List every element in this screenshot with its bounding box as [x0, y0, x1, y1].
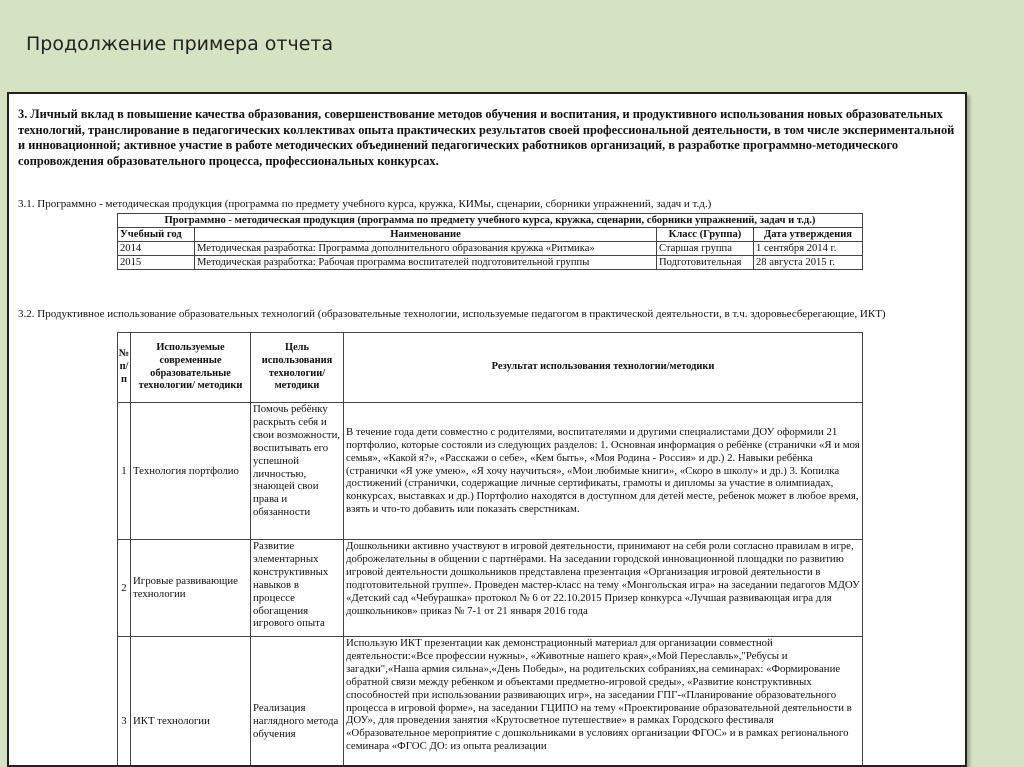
cell-year: 2015: [118, 256, 195, 270]
table-row: [118, 256, 863, 270]
column-header-number: № п/п: [118, 333, 131, 403]
cell-group: Старшая группа: [657, 242, 754, 256]
cell-result: В течение года дети совместно с родителями, воспитателями и другими специалистами ДОУ оформили 21 портфолио, которые состояли из следующих разделов: 1. Основная информация о ребёнке (странички «Я и моя семья», «Какой я?», «Расскажи о себе», «Кем быть», «Моя Родина - Россия» и др.) 2. Навыки ребёнка (странички «Я уже умею», «Я хочу научиться», «Мои любимые книги», «Скоро в школу» и др.) 3. Копилка достижений (странички, содержащие личные сертификаты, грамоты и дипломы за участие в олимпиадах, конкурсах, выставках и др.) Портфолио находятся в доступном для детей месте, ребенок может в любое время, взять и что-то добавить или показать сверстникам.: [344, 403, 863, 540]
table-caption: Программно - методическая продукция (программа по предмету учебного курса, кружка, сценарии, сборники упражнений, задач и т.д.): [118, 214, 863, 228]
methodical-products-table: [117, 213, 863, 270]
column-header-technology: Используемые современные образовательные технологии/ методики: [131, 333, 251, 403]
cell-technology: Технология портфолио: [131, 403, 251, 540]
cell-number: 1: [118, 403, 131, 540]
table-row: [118, 242, 863, 256]
cell-result: Использую ИКТ презентации как демонстрационный материал для организации совместной деятельности:«Все профессии нужны», «Животные нашего края»,«Мой Переславль»,"Ребусы и загадки",«Наша армия сильна»,«День Победы», на родительских собраниях,на семинарах: «Формирование обратной связи между ребенком и объектами предметно-игровой среды», «Развитие конструктивных способностей при использовании развивающих игр», на заседании ГПГ-«Планирование образовательного процесса в игровой форме», на заседании ГЦИПО на тему «Проектирование образовательной деятельности в ДОУ», для проведения занятия «Крутосветное путешествие» в рамках Городского фестиваля «Образовательное мероприятие с дошкольниками в условиях организации ФГОС» и в рамках регионального семинара «ФГОС ДО: из опыта реализации: [344, 637, 863, 767]
cell-technology: Игровые развивающие технологии: [131, 540, 251, 637]
column-header-goal: Цель использования технологии/ методики: [251, 333, 344, 403]
cell-goal: Помочь ребёнку раскрыть себя и свои возможности, воспитывать его успешной личностью, знающей свои права и обязанности: [251, 403, 344, 540]
column-header-name: Наименование: [195, 228, 657, 242]
cell-date: 1 сентября 2014 г.: [754, 242, 863, 256]
cell-number: 3: [118, 637, 131, 767]
section-3-heading: 3. Личный вклад в повышение качества образования, совершенствование методов обучения и воспитания, и продуктивного использования новых образовательных технологий, транслирование в педагогических коллективах опыта практических результатов своей профессиональной деятельности, в том числе экспериментальной и инновационной; активное участие в работе методических объединений педагогических работников организаций, в разработке программно-методического сопровождения образовательного процесса, профессиональных конкурсах.: [18, 107, 955, 168]
cell-date: 28 августа 2015 г.: [754, 256, 863, 270]
section-3-1-heading: 3.1. Программно - методическая продукция (программа по предмету учебного курса, кружка, КИМы, сценарии, сборники упражнений, задач и т.д.): [18, 198, 712, 210]
cell-year: 2014: [118, 242, 195, 256]
column-header-group: Класс (Группа): [657, 228, 754, 242]
column-header-year: Учебный год: [118, 228, 195, 242]
slide-title: Продолжение примера отчета: [26, 33, 334, 55]
column-header-date: Дата утверждения: [754, 228, 863, 242]
column-header-result: Результат использования технологии/методики: [344, 333, 863, 403]
cell-number: 2: [118, 540, 131, 637]
cell-result: Дошкольники активно участвуют в игровой деятельности, принимают на себя роли согласно правилам в игре, доброжелательны в общении с партнёрами. На заседании городской инновационной площадки по развитию игровой деятельности дошкольников представлена презентация «Организация игровой деятельности в подготовительной группе». Проведен мастер-класс на тему «Монгольская игра» на заседании педагогов МДОУ «Детский сад «Чебурашка» протокол № 6 от 22.10.2015 Призер конкурса «Лучшая развивающая игра для дошкольников» приказ № 7-1 от 21 января 2016 года: [344, 540, 863, 637]
cell-group: Подготовительная: [657, 256, 754, 270]
cell-goal: Реализация наглядного метода обучения: [251, 637, 344, 767]
cell-name: Методическая разработка: Рабочая программа воспитателей подготовительной группы: [195, 256, 657, 270]
cell-technology: ИКТ технологии: [131, 637, 251, 767]
cell-goal: Развитие элементарных конструктивных навыков в процессе обогащения игрового опыта: [251, 540, 344, 637]
report-document: [7, 92, 967, 767]
section-3-2-heading: 3.2. Продуктивное использование образовательных технологий (образовательные технологии, используемые педагогом в практической деятельности, в т.ч. здоровьесберегающие, ИКТ): [18, 308, 886, 320]
technologies-table: [117, 332, 863, 767]
table-row: [118, 403, 863, 540]
table-row: [118, 540, 863, 637]
cell-name: Методическая разработка: Программа дополнительного образования кружка «Ритмика»: [195, 242, 657, 256]
table-row: [118, 637, 863, 767]
